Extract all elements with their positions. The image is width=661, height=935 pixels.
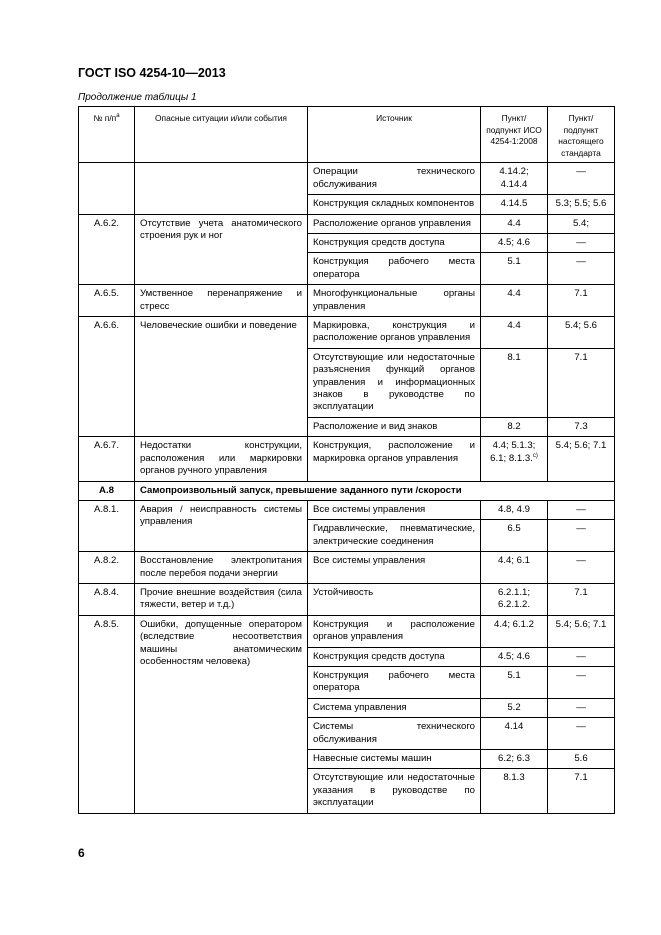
table-row (79, 615, 615, 647)
iso-clause-cell: 8.1.3 (481, 769, 548, 813)
table-row (79, 285, 615, 317)
iso-clause-cell: 8.2 (481, 417, 548, 436)
standard-clause-cell: 5.6 (548, 750, 615, 769)
row-number: А.6.6. (79, 317, 135, 437)
iso-clause-cell: 8.1 (481, 348, 548, 417)
hazard-cell: Восстановление электропитания после перебоя подачи энергии (135, 552, 308, 584)
row-number: А.8.1. (79, 500, 135, 551)
source-cell: Система управления (308, 698, 481, 717)
iso-clause-cell: 4.4; 6.1.2 (481, 615, 548, 647)
source-cell: Все системы управления (308, 552, 481, 584)
standard-clause-cell: 7.1 (548, 583, 615, 615)
standard-clause-cell: 7.1 (548, 285, 615, 317)
iso-clause-cell: 4.4 (481, 317, 548, 349)
hazard-cell: Отсутствие учета анатомического строения рук и ног (135, 214, 308, 285)
source-cell: Конструкция средств доступа (308, 234, 481, 253)
iso-clause-cell: 4.8, 4.9 (481, 500, 548, 519)
standard-clause-cell: — (548, 718, 615, 750)
hazard-cell: Авария / неисправность системы управления (135, 500, 308, 551)
standard-clause-cell: — (548, 698, 615, 717)
table-row (79, 163, 615, 195)
iso-clause-cell: 4.4 (481, 214, 548, 233)
standard-clause-cell: — (548, 647, 615, 666)
source-cell: Многофункциональные органы управления (308, 285, 481, 317)
standard-clause-cell: — (548, 234, 615, 253)
source-cell: Конструкция складных компонентов (308, 195, 481, 214)
table-row (79, 552, 615, 584)
source-cell: Все системы управления (308, 500, 481, 519)
row-number (79, 163, 135, 214)
iso-clause-cell: 6.5 (481, 520, 548, 552)
row-number: А.6.5. (79, 285, 135, 317)
source-cell: Отсутствующие или недостаточные указания в руководстве по эксплуатации (308, 769, 481, 813)
hazard-cell: Ошибки, допущенные оператором (вследствие несоответствия машины анатомическим особенностям человека) (135, 615, 308, 813)
standard-clause-cell: 7.3 (548, 417, 615, 436)
table-row (79, 317, 615, 349)
standard-clause-cell: — (548, 500, 615, 519)
table-continuation-caption: Продолжение таблицы 1 (78, 92, 197, 103)
iso-clause-cell: 5.2 (481, 698, 548, 717)
source-cell: Навесные системы машин (308, 750, 481, 769)
table-header-row (79, 107, 615, 163)
standard-clause-cell: — (548, 520, 615, 552)
section-title: Самопроизвольный запуск, превышение заданного пути /скорости (135, 481, 615, 500)
standard-clause-cell: — (548, 163, 615, 195)
source-cell: Гидравлические, пневматические, электрические соединения (308, 520, 481, 552)
iso-clause-cell: 4.5; 4.6 (481, 234, 548, 253)
standard-clause-cell: 5.4; 5.6; 7.1 (548, 437, 615, 481)
source-cell: Операции технического обслуживания (308, 163, 481, 195)
hazard-cell: Недостатки конструкции, расположения или маркировки органов ручного управления (135, 437, 308, 481)
table-row (79, 437, 615, 481)
source-cell: Конструкция и расположение органов управления (308, 615, 481, 647)
section-number: А.8 (79, 481, 135, 500)
standard-clause-cell: — (548, 666, 615, 698)
section-row (79, 481, 615, 500)
standard-clause-cell: 7.1 (548, 769, 615, 813)
standard-clause-cell: — (548, 253, 615, 285)
hazard-cell: Человеческие ошибки и поведение (135, 317, 308, 437)
iso-clause-cell: 4.14 (481, 718, 548, 750)
hazard-cell: Умственное перенапряжение и стресс (135, 285, 308, 317)
standard-clause-cell: 5.4; 5.6 (548, 317, 615, 349)
source-cell: Расположение органов управления (308, 214, 481, 233)
hazards-table (78, 106, 615, 814)
column-header-number: № $п/п^а$ (79, 107, 135, 163)
hazard-cell: Прочие внешние воздействия (сила тяжести, ветер и т.д.) (135, 583, 308, 615)
page-number: 6 (78, 846, 85, 860)
iso-clause-cell: 5.1 (481, 666, 548, 698)
source-cell: Отсутствующие или недостаточные разъяснения функций органов управления и информационных знаков в руководстве по эксплуатации (308, 348, 481, 417)
source-cell: Устойчивость (308, 583, 481, 615)
standard-clause-cell: — (548, 552, 615, 584)
source-cell: Конструкция рабочего места оператора (308, 666, 481, 698)
iso-clause-cell: 4.14.5 (481, 195, 548, 214)
source-cell: Конструкция, расположение и маркировка органов управления (308, 437, 481, 481)
row-number: А.8.2. (79, 552, 135, 584)
source-cell: Расположение и вид знаков (308, 417, 481, 436)
footnote-marker: c) (532, 452, 538, 459)
source-cell: Конструкция рабочего места оператора (308, 253, 481, 285)
row-number: А.8.5. (79, 615, 135, 813)
iso-clause-cell: 6.2; 6.3 (481, 750, 548, 769)
iso-clause-cell: 6.2.1.1; 6.2.1.2. (481, 583, 548, 615)
standard-clause-cell: 5.3; 5.5; 5.6 (548, 195, 615, 214)
column-header-iso-clause: Пункт/ подпункт ИСО 4254-1:2008 (481, 107, 548, 163)
iso-clause-cell: 4.4 (481, 285, 548, 317)
iso-clause-cell: 4.4; 5.1.3; 6.1; 8.1.3.$^{c)}$ (481, 437, 548, 481)
standard-clause-cell: 5.4; 5.6; 7.1 (548, 615, 615, 647)
document-title: ГОСТ ISO 4254-10—2013 (78, 66, 226, 80)
iso-clause-cell: 4.14.2; 4.14.4 (481, 163, 548, 195)
column-header-standard-clause: Пункт/ подпункт настоящего стандарта (548, 107, 615, 163)
table-row (79, 214, 615, 233)
column-header-hazard: Опасные ситуации и/или события (135, 107, 308, 163)
standard-clause-cell: 7.1 (548, 348, 615, 417)
iso-clause-cell: 4.5; 4.6 (481, 647, 548, 666)
table-row (79, 583, 615, 615)
source-cell: Маркировка, конструкция и расположение органов управления (308, 317, 481, 349)
source-cell: Системы технического обслуживания (308, 718, 481, 750)
iso-clause-cell: 5.1 (481, 253, 548, 285)
row-number: А.6.2. (79, 214, 135, 285)
row-number: А.8.4. (79, 583, 135, 615)
hazard-cell (135, 163, 308, 214)
column-header-source: Источник (308, 107, 481, 163)
source-cell: Конструкция средств доступа (308, 647, 481, 666)
table-row (79, 500, 615, 519)
standard-clause-cell: 5.4; (548, 214, 615, 233)
row-number: А.6.7. (79, 437, 135, 481)
iso-clause-cell: 4.4; 6.1 (481, 552, 548, 584)
